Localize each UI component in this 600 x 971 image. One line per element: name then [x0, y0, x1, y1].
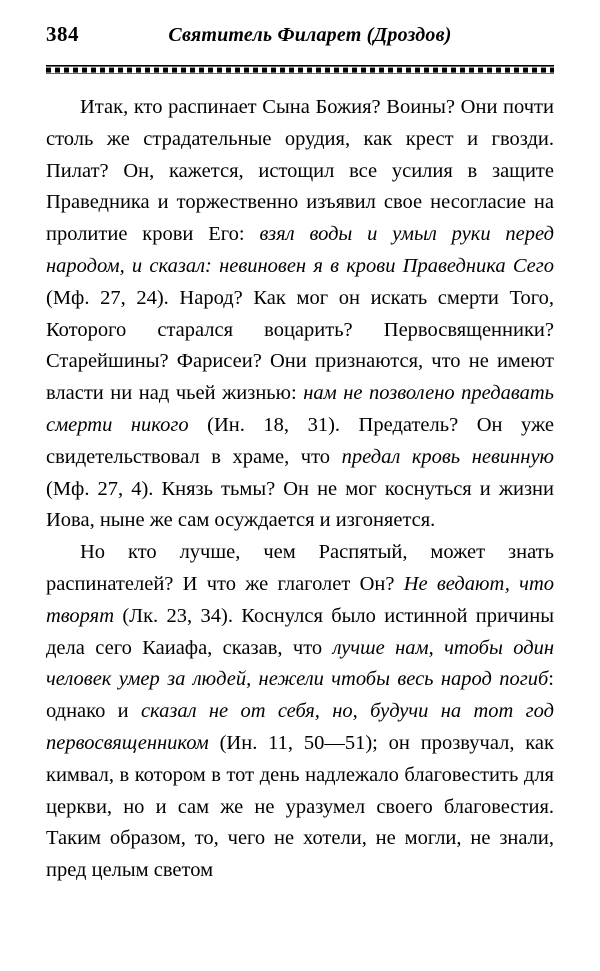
scripture-quote: предал кровь невинную [341, 445, 555, 468]
text-run: Но кто лучше, чем Распятый, может знать распинателей? И что же глаголет Он? [46, 541, 554, 595]
paragraph [46, 92, 554, 537]
ornament-graphic [46, 65, 554, 74]
running-title: Святитель Филарет (Дроздов) [168, 24, 452, 46]
text-run: : однако и [46, 668, 554, 723]
scripture-quote: Не ведают, что творят [46, 572, 554, 627]
page-header [46, 22, 554, 56]
text-run: (Ин. 11, 50—51); он прозвучал, как кимвал, в котором в тот день надлежало благовестить для церкви, но и сам же не уразумел своего благовестия. Таким образом, то, чего не хотели, не могли, не знали, пред целым светом [46, 731, 554, 882]
chain-rule-ornament [46, 64, 554, 76]
scripture-quote: лучше нам, чтобы один человек умер за людей, нежели чтобы весь народ погиб [46, 636, 554, 691]
scripture-quote: взял воды и умыл руки перед народом, и сказал: невиновен я в крови Праведника Сего [46, 223, 554, 277]
page-body [46, 92, 554, 887]
text-run: (Ин. 18, 31). Предатель? Он уже свидетельствовал в храме, что [46, 413, 555, 468]
paragraph [46, 537, 554, 887]
scripture-quote: нам не позволено предавать смерти никого [46, 382, 555, 436]
text-run: (Мф. 27, 4). Князь тьмы? Он не мог коснуться и жизни Иова, ныне же сам осуждается и изгоняется. [46, 477, 554, 532]
text-run: (Мф. 27, 24). Народ? Как мог он искать смерти Того, Которого старался воцарить? Первосвященники? Старейшины? Фарисеи? Они признаются, что не имеют власти ни над чьей жизнью: [46, 286, 554, 405]
text-run: (Лк. 23, 34). Коснулся было истинной причины дела сего Каиафа, сказав, что [46, 604, 554, 659]
page-number: 384 [46, 22, 79, 46]
scripture-quote: сказал не от себя, но, будучи на тот год первосвященником [46, 700, 554, 754]
text-run: Итак, кто распинает Сына Божия? Воины? Они почти столь же страдательные орудия, как крест и гвозди. Пилат? Он, кажется, истощил все усилия в защите Праведника и торжественно изъявил свое несогласие на пролитие крови Его: [46, 96, 554, 246]
